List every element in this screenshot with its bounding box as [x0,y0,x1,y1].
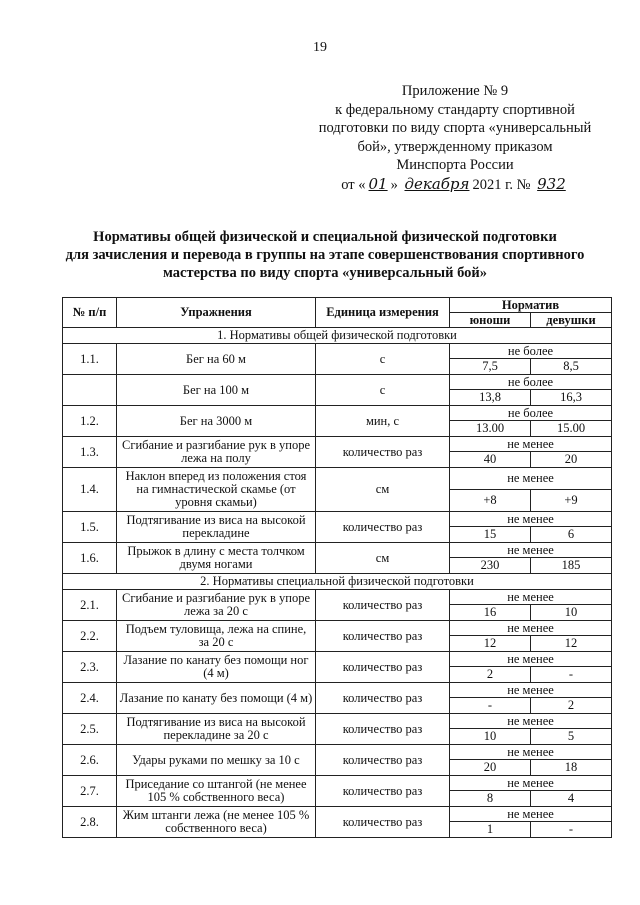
unit-cell: количество раз [316,652,450,683]
table-row [63,652,612,667]
norm-girls: 185 [531,558,612,574]
unit-cell: см [316,468,450,512]
norm-girls: 16,3 [531,390,612,406]
row-number: 1.2. [63,406,117,437]
unit-cell: количество раз [316,776,450,807]
norm-modifier: не менее [450,468,612,490]
unit-cell: количество раз [316,437,450,468]
norms-table [62,297,612,838]
norm-modifier: не менее [450,807,612,822]
unit-cell: количество раз [316,683,450,714]
exercise-name: Лазание по канату без помощи ног (4 м) [117,652,316,683]
order-number: 932 [537,174,566,193]
table-row [63,375,612,390]
row-number: 2.1. [63,590,117,621]
exercise-name: Бег на 3000 м [117,406,316,437]
unit-cell: с [316,375,450,406]
exercise-name: Наклон вперед из положения стоя на гимнастической скамье (от уровня скамьи) [117,468,316,512]
norm-modifier: не менее [450,590,612,605]
page-number: 19 [313,40,327,55]
norm-modifier: не менее [450,652,612,667]
norm-modifier: не менее [450,543,612,558]
section-title-row [63,328,612,344]
norm-girls: - [531,822,612,838]
row-number [63,375,117,406]
norm-girls: 20 [531,452,612,468]
norm-modifier: не менее [450,776,612,791]
header-unit: Единица измерения [316,298,450,328]
appendix-line: Минспорта России [396,157,514,173]
header-girls: девушки [531,313,612,328]
norm-boys: 7,5 [450,359,531,375]
norm-girls: 4 [531,791,612,807]
norm-modifier: не менее [450,621,612,636]
norm-girls: 18 [531,760,612,776]
exercise-name: Бег на 60 м [117,344,316,375]
table-row [63,468,612,490]
row-number: 1.5. [63,512,117,543]
row-number: 1.3. [63,437,117,468]
norm-girls: 12 [531,636,612,652]
date-mid: » [390,176,398,193]
norm-boys: 230 [450,558,531,574]
table-row [63,437,612,452]
appendix-line: бой», утвержденному приказом [357,138,553,155]
table-row [63,714,612,729]
table-row [63,512,612,527]
section-title-row [63,574,612,590]
table-row [63,683,612,698]
norm-boys: - [450,698,531,714]
row-number: 2.7. [63,776,117,807]
table-row [63,745,612,760]
row-number: 2.4. [63,683,117,714]
exercise-name: Лазание по канату без помощи (4 м) [117,683,316,714]
norm-boys: 12 [450,636,531,652]
unit-cell: с [316,344,450,375]
section-title: 1. Нормативы общей физической подготовки [63,328,612,344]
norm-modifier: не более [450,344,612,359]
header-norm: Норматив [450,298,612,313]
order-date-line [300,175,610,195]
unit-cell: количество раз [316,745,450,776]
norm-modifier: не более [450,406,612,421]
exercise-name: Приседание со штангой (не менее 105 % собственного веса) [117,776,316,807]
header-exercise: Упражнения [117,298,316,328]
norm-modifier: не менее [450,437,612,452]
appendix-line: Приложение № 9 [401,83,509,99]
date-prefix: от « [341,176,366,193]
norm-boys: +8 [450,490,531,512]
appendix-line: подготовки по виду спорта «универсальный [318,120,592,136]
norm-boys: 13.00 [450,421,531,437]
row-number: 2.3. [63,652,117,683]
norm-girls: 6 [531,527,612,543]
row-number: 2.5. [63,714,117,745]
norm-girls: 15.00 [531,421,612,437]
table-row [63,543,612,558]
norm-boys: 16 [450,605,531,621]
norm-girls: - [531,667,612,683]
title-line: Нормативы общей физической и специальной физической подготовки [93,229,557,245]
document-title [40,228,610,282]
norm-modifier: не менее [450,683,612,698]
norm-girls: 5 [531,729,612,745]
exercise-name: Подъем туловища, лежа на спине, за 20 с [117,621,316,652]
norm-girls: 2 [531,698,612,714]
norm-boys: 1 [450,822,531,838]
section-title: 2. Нормативы специальной физической подготовки [63,574,612,590]
unit-cell: см [316,543,450,574]
header-num: № п/п [63,298,117,328]
unit-cell: мин, с [316,406,450,437]
table-row [63,344,612,359]
unit-cell: количество раз [316,512,450,543]
exercise-name: Бег на 100 м [117,375,316,406]
norm-boys: 2 [450,667,531,683]
unit-cell: количество раз [316,714,450,745]
row-number: 1.1. [63,344,117,375]
exercise-name: Жим штанги лежа (не менее 105 % собственного веса) [117,807,316,838]
row-number: 1.6. [63,543,117,574]
norm-girls: 8,5 [531,359,612,375]
exercise-name: Прыжок в длину с места толчком двумя ногами [117,543,316,574]
norm-boys: 13,8 [450,390,531,406]
norm-modifier: не менее [450,512,612,527]
unit-cell: количество раз [316,621,450,652]
date-year: 2021 г. № [472,176,531,193]
title-line: для зачисления и перевода в группы на этапе совершенствования спортивного [65,247,585,263]
norm-modifier: не менее [450,714,612,729]
norm-modifier: не менее [450,745,612,760]
unit-cell: количество раз [316,807,450,838]
norm-girls: +9 [531,490,612,512]
norm-boys: 40 [450,452,531,468]
table-row [63,590,612,605]
row-number: 2.8. [63,807,117,838]
appendix-line: к федеральному стандарту спортивной [335,101,575,118]
table-row [63,406,612,421]
table-row [63,807,612,822]
header-boys: юноши [450,313,531,328]
norm-boys: 20 [450,760,531,776]
unit-cell: количество раз [316,590,450,621]
exercise-name: Сгибание и разгибание рук в упоре лежа на полу [117,437,316,468]
date-month: декабря [404,174,470,193]
row-number: 1.4. [63,468,117,512]
norm-girls: 10 [531,605,612,621]
exercise-name: Удары руками по мешку за 10 с [117,745,316,776]
norm-boys: 8 [450,791,531,807]
norm-boys: 15 [450,527,531,543]
row-number: 2.6. [63,745,117,776]
exercise-name: Подтягивание из виса на высокой перекладине за 20 с [117,714,316,745]
row-number: 2.2. [63,621,117,652]
date-day: 01 [368,174,388,193]
exercise-name: Подтягивание из виса на высокой перекладине [117,512,316,543]
table-row [63,776,612,791]
title-line: мастерства по виду спорта «универсальный бой» [163,265,487,281]
exercise-name: Сгибание и разгибание рук в упоре лежа за 20 с [117,590,316,621]
norm-modifier: не более [450,375,612,390]
norm-boys: 10 [450,729,531,745]
appendix-header [300,82,610,194]
table-row [63,621,612,636]
